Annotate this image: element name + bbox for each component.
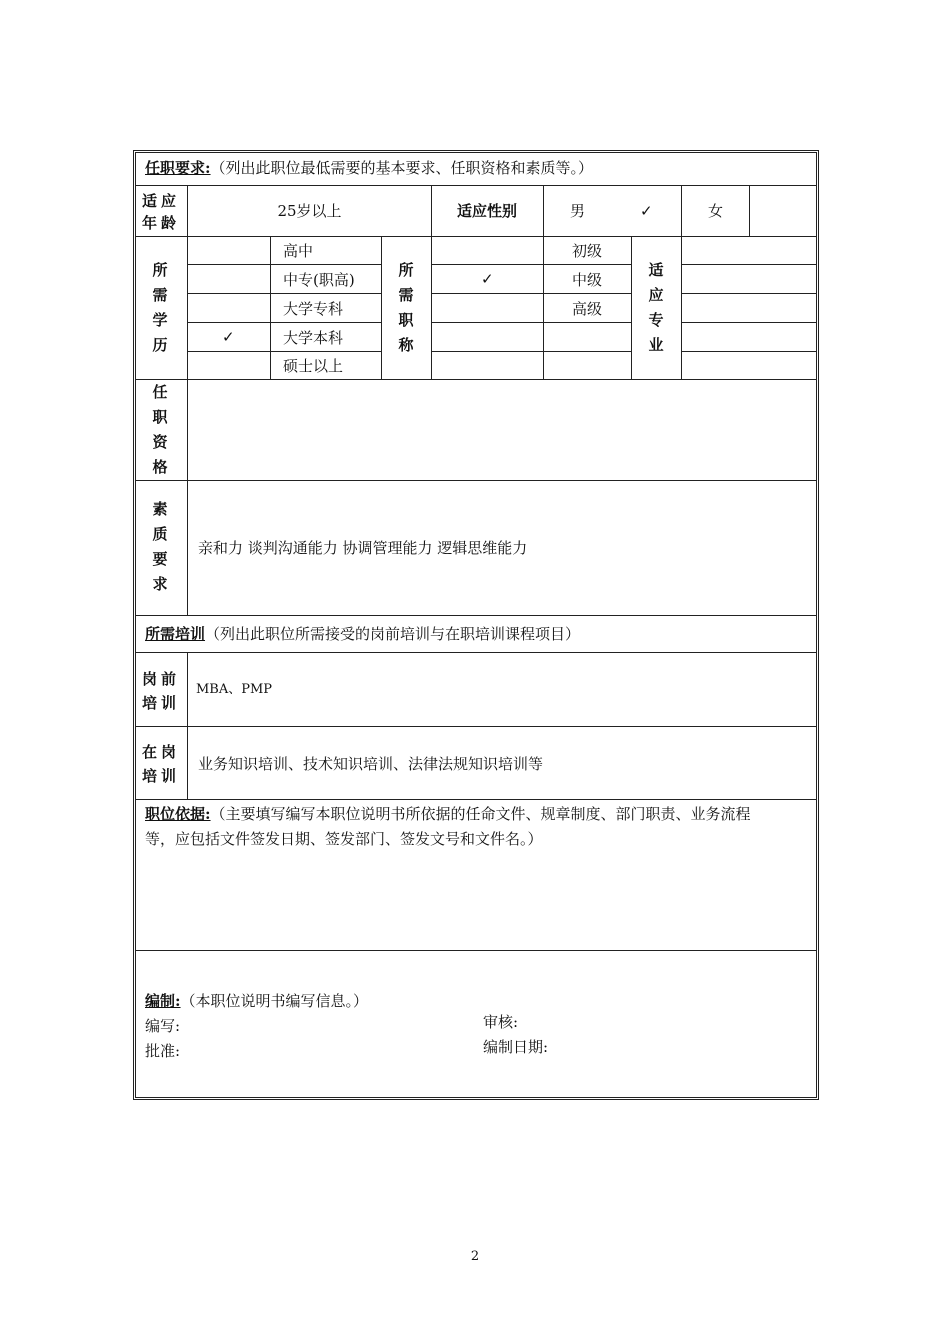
- title-level-senior: 高级: [572, 300, 603, 318]
- edu-bachelor-check: ✓: [222, 328, 235, 346]
- gender-label: 适应性别: [456, 202, 517, 220]
- compile-note: （本职位说明书编写信息。）: [180, 992, 369, 1010]
- edu-level-high-school: 高中: [283, 242, 314, 260]
- title-intermediate-check: ✓: [481, 270, 494, 288]
- quality-label: 素质要求: [152, 500, 168, 593]
- title-level-junior: 初级: [572, 242, 603, 260]
- edu-level-master: 硕士以上: [283, 357, 344, 375]
- title-label: 所需职称: [398, 261, 414, 354]
- major-label: 适应专业: [648, 261, 664, 354]
- training-title: 所需培训: [145, 625, 206, 643]
- requirements-title: 任职要求:: [145, 159, 211, 177]
- basis-note-line1: （主要填写编写本职位说明书所依据的任命文件、规章制度、部门职责、业务流程: [210, 805, 751, 823]
- qualification-label: 任职资格: [152, 383, 168, 476]
- edu-level-vocational: 中专(职高): [283, 271, 355, 289]
- requirements-note: （列出此职位最低需要的基本要求、任职资格和素质等。）: [210, 159, 594, 177]
- basis-title: 职位依据:: [145, 805, 211, 823]
- title-level-intermediate: 中级: [572, 271, 603, 289]
- on-training-label: 在岗培训: [141, 743, 180, 785]
- requirements-header: [145, 159, 593, 177]
- age-value: 25岁以上: [277, 202, 342, 220]
- gender-male: 男: [570, 202, 586, 220]
- gender-female: 女: [708, 202, 724, 220]
- approver-label: 批准:: [145, 1042, 181, 1060]
- compile-header: [145, 992, 368, 1010]
- age-label: 适应年龄: [141, 192, 180, 232]
- basis-note-line2: 等，应包括文件签发日期、签发部门、签发文号和文件名。）: [145, 830, 543, 848]
- on-training-value: 业务知识培训、技术知识培训、法律法规知识培训等: [198, 755, 544, 773]
- quality-value: 亲和力 谈判沟通能力 协调管理能力 逻辑思维能力: [198, 539, 528, 557]
- edu-level-bachelor: 大学本科: [283, 329, 344, 347]
- training-note: （列出此职位所需接受的岗前培训与在职培训课程项目）: [205, 625, 581, 643]
- pre-training-label: 岗前培训: [141, 670, 180, 712]
- writer-label: 编写:: [145, 1017, 181, 1035]
- education-label: 所需学历: [152, 261, 168, 354]
- basis-header: [145, 805, 751, 823]
- pre-training-value: MBA、PMP: [196, 682, 273, 697]
- gender-male-check: ✓: [640, 202, 653, 220]
- compile-title: 编制:: [145, 992, 181, 1010]
- training-header: [145, 625, 580, 643]
- date-label: 编制日期:: [483, 1038, 549, 1056]
- page-number: 2: [470, 1249, 480, 1264]
- edu-level-college: 大学专科: [283, 300, 344, 318]
- reviewer-label: 审核:: [483, 1013, 519, 1031]
